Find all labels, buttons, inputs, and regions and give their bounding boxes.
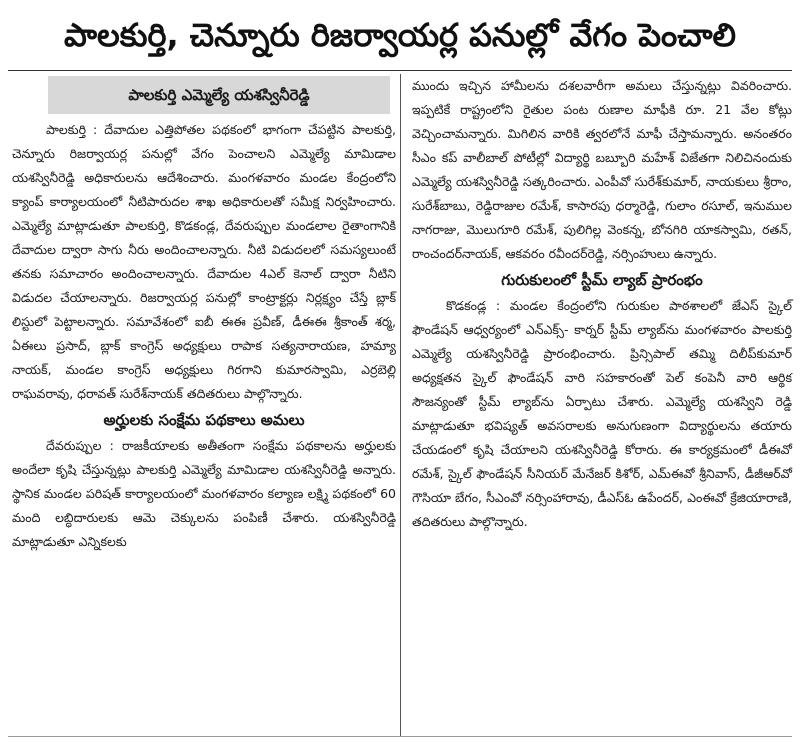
- left-paragraph-2: దేవరుప్పుల : రాజకీయాలకు అతీతంగా సంక్షేమ పథకాలను అర్హులకు అందేలా కృషి చేస్తున్నట్లు పాలకుర్తి ఎమ్మెల్యే మామిడాల యశస్వినీరెడ్డి అన్నారు. స్థానిక మండల పరిషత్ కార్యాలయంలో మంగళవారం కల్యాణ లక్ష్మి పథకంలో 60 మంది లబ్ధిదారులకు ఆమె చెక్కులను పంపిణీ చేశారు. యశస్వినీరెడ్డి మాట్లాడుతూ ఎన్నికలకు: [12, 438, 396, 549]
- bottom-divider: [8, 736, 792, 737]
- right-paragraph-1: ముందు ఇచ్చిన హామీలను దశలవారీగా అమలు చేస్తున్నట్లు వివరించారు. ఇప్పటికే రాష్ట్రంలోని రైతుల పంట రుణాల మాఫీకి రూ. 21 వేల కోట్లు వెచ్చించామన్నారు. మిగిలిన వారికి త్వరలోనే మాఫీ చేస్తామన్నారు. అనంతరం సీఎం కప్ వాలీబాల్ పోటీల్లో విద్యార్థి బబ్బూరి మహేశ్ విజేతగా నిలిచినందుకు ఎమ్మెల్యే యశస్వినీరెడ్డి సత్కరించారు. ఎంపీవో సురేశ్‌కుమార్, నాయకులు శ్రీరాం, సురేశ్‌బాబు, రెడ్డిరాజుల రమేశ్, కాసారపు ధర్మారెడ్డి, గులాం రసూల్, ఇనుముల నాగరాజు, మొలుగూరి రమేశ్, పులిగిల్ల వెంకన్న, బోనగిరి యాకస్వామి, రతన్, రాంచందర్‌నాయక్, ఆకవరం రవీందర్‌రెడ్డి, నర్సింహులు ఉన్నారు.: [412, 78, 792, 261]
- right-subhead: గురుకులంలో స్టీమ్ ల్యాబ్ ప్రారంభం: [501, 271, 703, 289]
- headline-divider: [8, 70, 792, 71]
- left-subhead-2: అర్హులకు సంక్షేమ పథకాలు అమలు: [103, 411, 305, 429]
- headline: పాలకుర్తి, చెన్నూరు రిజర్వాయర్ల పనుల్లో వేగం పెంచాలి: [64, 16, 736, 54]
- column-divider: [400, 74, 401, 736]
- left-subhead: పాలకుర్తి ఎమ్మెల్యే యశస్వినీరెడ్డి: [48, 76, 390, 114]
- right-column: [412, 74, 792, 534]
- left-column: [12, 76, 396, 554]
- left-paragraph-1: పాలకుర్తి : దేవాదుల ఎత్తిపోతల పథకంలో భాగంగా చేపట్టిన పాలకుర్తి, చెన్నూరు రిజర్వాయర్ల పనుల్లో వేగం పెంచాలని ఎమ్మెల్యే మామిడాల యశస్వినీరెడ్డి అధికారులను ఆదేశించారు. మంగళవారం మండల కేంద్రంలోని క్యాంప్ కార్యాలయంలో నీటిపారుదల శాఖ అధికారులతో సమీక్ష నిర్వహించారు. ఎమ్మెల్యే మాట్లాడుతూ పాలకుర్తి, కొడకండ్ల, దేవరుప్పుల మండలాల రైతాంగానికి దేవాదుల ద్వారా సాగు నీరు అందించాలన్నారు. నీటి విడుదలలో సమస్యలుంటే తనకు సమాచారం అందించాలన్నారు. దేవాదుల 4ఎల్ కెనాల్ ద్వారా నీటిని విడుదల చేయాలన్నారు. రిజర్వాయర్ల పనుల్లో కాంట్రాక్టర్లు నిర్లక్ష్యం చేస్తే బ్లాక్ లిస్టులో పెట్టాలన్నారు. సమావేశంలో ఐబీ ఈఈ ప్రవీణ్, డీఈఈ శ్రీకాంత్ శర్మ, ఏఈలు ప్రసాద్, బ్లాక్ కాంగ్రెస్ అధ్యక్షులు రాపాక సత్యనారాయణ, హమ్యా నాయక్, మండల కాంగ్రెస్ అధ్యక్షులు గిరగాని కుమారస్వామి, ఎర్రబెల్లి రాఘవరావు, ధరావత్ సురేశ్‌నాయక్ తదితరులు పాల్గొన్నారు.: [12, 122, 396, 401]
- right-paragraph-2: కొడకండ్ల : మండల కేంద్రంలోని గురుకుల పాఠశాలలో జేఎస్ స్కైల్ ఫౌండేషన్ ఆధ్వర్యంలో ఎన్ఎక్స్- కార్నర్ స్టీమ్ ల్యాబ్‌ను మంగళవారం పాలకుర్తి ఎమ్మెల్యే యశస్వినీరెడ్డి ప్రారంభించారు. ప్రిన్సిపాల్ తమ్మి దిలీప్‌కుమార్ అధ్యక్షతన స్కైల్ ఫౌండేషన్ వారి సహకారంతో పెల్ కంపెనీ వారి ఆర్థిక సౌజన్యంతో స్టీమ్ ల్యాబ్‌ను ఏర్పాటు చేశారు. ఎమ్మెల్యే యశస్విని రెడ్డి మాట్లాడుతూ భవిష్యత్ అవసరాలకు అనుగుణంగా విద్యార్థులను తయారు చేయడంలో కృషి చేయాలని యశస్వినీరెడ్డి కోరారు. ఈ కార్యక్రమంలో డీఈవో రమేశ్, స్కైల్ ఫౌండేషన్ సీనియర్ మేనేజర్ కిశోర్, ఎమ్ఈవో శ్రీనివాస్, డీజీఆర్‌వో గౌసియా బేగం, సీఎంవో నర్సింహారావు, డీఎస్ఓ ఉపేందర్, ఎంఈవో క్రేజియారాణి, తదితరులు పాల్గొన్నారు.: [412, 298, 792, 529]
